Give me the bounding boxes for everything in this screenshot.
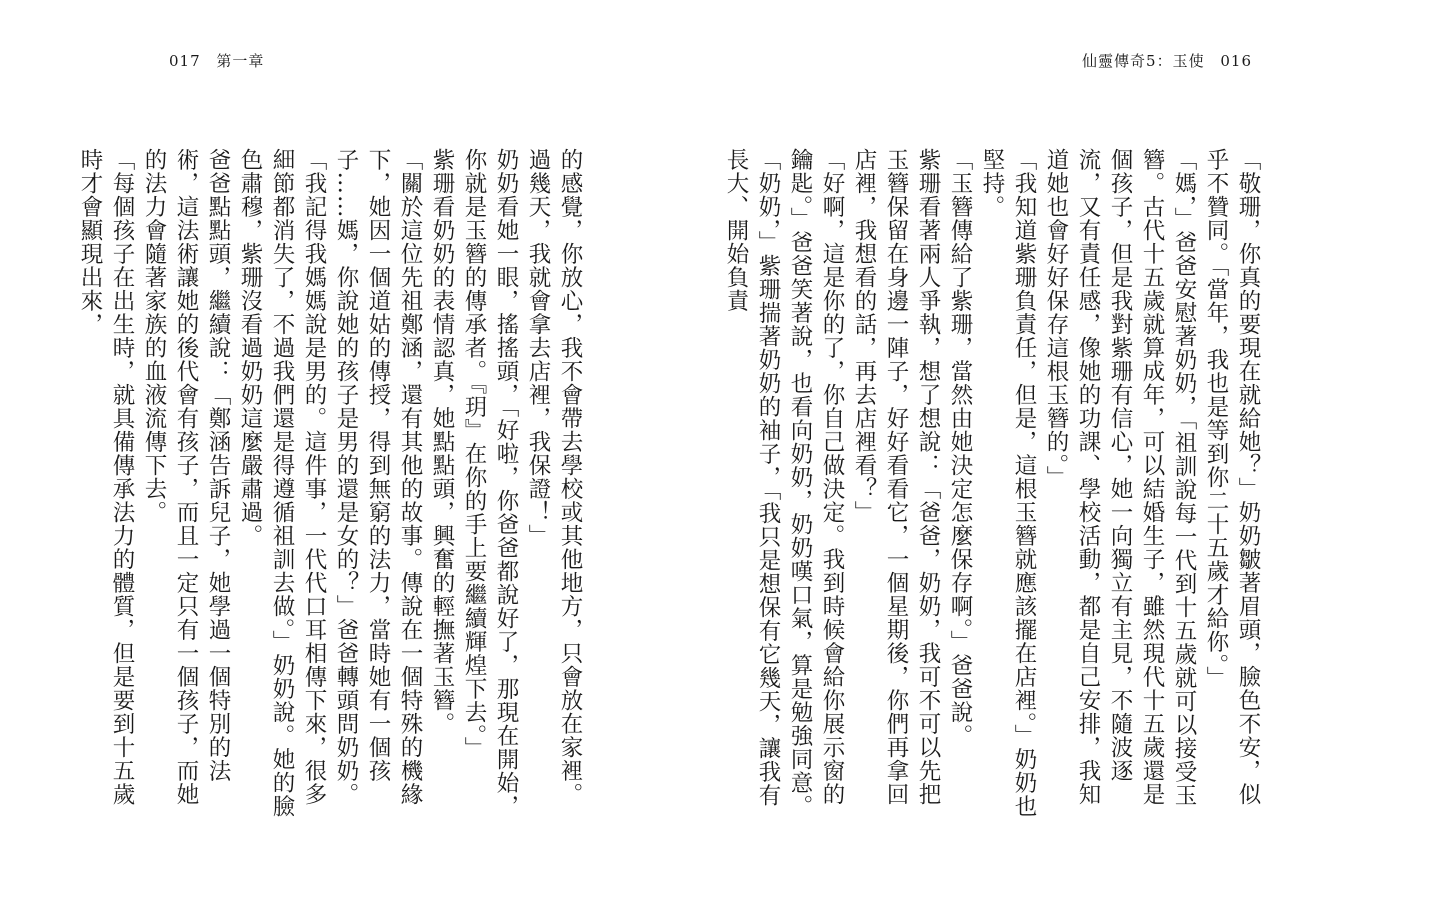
paragraph: 紫珊看奶奶的表情認真，她點點頭，興奮的輕撫著玉簪。 [429, 148, 455, 736]
paragraph: 「玉簪傳給了紫珊，當然由她決定怎麼保存啊。」爸爸說。 [947, 148, 973, 748]
paragraph: 「每個孩子在出生時，就具備傳承法力的體質，但是要到十五歲時才會顯現出來， [77, 148, 135, 806]
paragraph: 紫珊看著兩人爭執，想了想說：「爸爸，奶奶，我可不可以先把玉簪保留在身邊一陣子，好好看看它，一個星期後，你們再拿回店裡，我想看的話，再去店裡看？」 [851, 148, 941, 806]
paragraph: 「敬珊，你真的要現在就給她？」奶奶皺著眉頭，臉色不安，似乎不贊同。「當年，我也是等到你二十五歲才給你。」 [1203, 148, 1261, 806]
paragraph: 奶奶看她一眼，搖搖頭，「好啦，你爸爸都說好了，那現在開始，你就是玉簪的傳承者。『玥』在你的手上要繼續輝煌下去。」 [461, 148, 519, 819]
right-page-body [723, 148, 1264, 828]
chapter-title: 第一章 [216, 52, 265, 70]
paragraph: 的感覺，你放心，我不會帶去學校或其他地方，只會放在家裡。過幾天，我就會拿去店裡，我保證！」 [525, 148, 583, 806]
paragraph: 「好啊，這是你的了，你自己做決定。我到時候會給你展示窗的鑰匙。」爸爸笑著說，也看向奶奶，奶奶嘆口氣，算是勉強同意。 [787, 148, 845, 819]
left-page-number: 017 [169, 52, 201, 70]
paragraph: 「我記得我媽媽說是男的。這件事，一代代口耳相傳下來，很多細節都消失了，不過我們還是得遵循祖訓去做。」奶奶說。她的臉色肅穆，紫珊沒看過奶奶這麼嚴肅過。 [237, 148, 327, 819]
paragraph: 「媽，」爸爸安慰著奶奶，「祖訓說每一代到十五歲就可以接受玉簪。古代十五歲就算成年，可以結婚生子，雖然現代十五歲還是個孩子，但是我對紫珊有信心，她一向獨立有主見，不隨波逐流，又有責任感，像她的功課、學校活動，都是自己安排，我知道她也會好好保存這根玉簪的。」 [1043, 148, 1197, 807]
right-page-number: 016 [1220, 52, 1252, 70]
left-page-header [159, 50, 264, 71]
paragraph: 「奶奶，」紫珊揣著奶奶的袖子，「我只是想保有它幾天，讓我有長大、開始負責 [723, 148, 781, 807]
right-page-header [1082, 50, 1262, 71]
paragraph: 「關於這位先祖鄭涵，還有其他的故事。傳說在一個特殊的機緣下，她因一個道姑的傳授，得到無窮的法力，當時她有一個孩子……媽，你說她的孩子是男的還是女的？」爸爸轉頭問奶奶。 [333, 148, 423, 806]
paragraph: 「我知道紫珊負責任，但是，這根玉簪就應該擺在店裡。」奶奶也堅持。 [979, 148, 1037, 819]
left-page-body [77, 148, 586, 828]
book-title: 仙靈傳奇5：玉使 [1082, 52, 1205, 70]
paragraph: 爸爸點點頭，繼續說：「鄭涵告訴兒子，她學過一個特別的法術，這法術讓她的後代會有孩子，而且一定只有一個孩子，而她的法力會隨著家族的血液流傳下去。 [141, 148, 231, 806]
